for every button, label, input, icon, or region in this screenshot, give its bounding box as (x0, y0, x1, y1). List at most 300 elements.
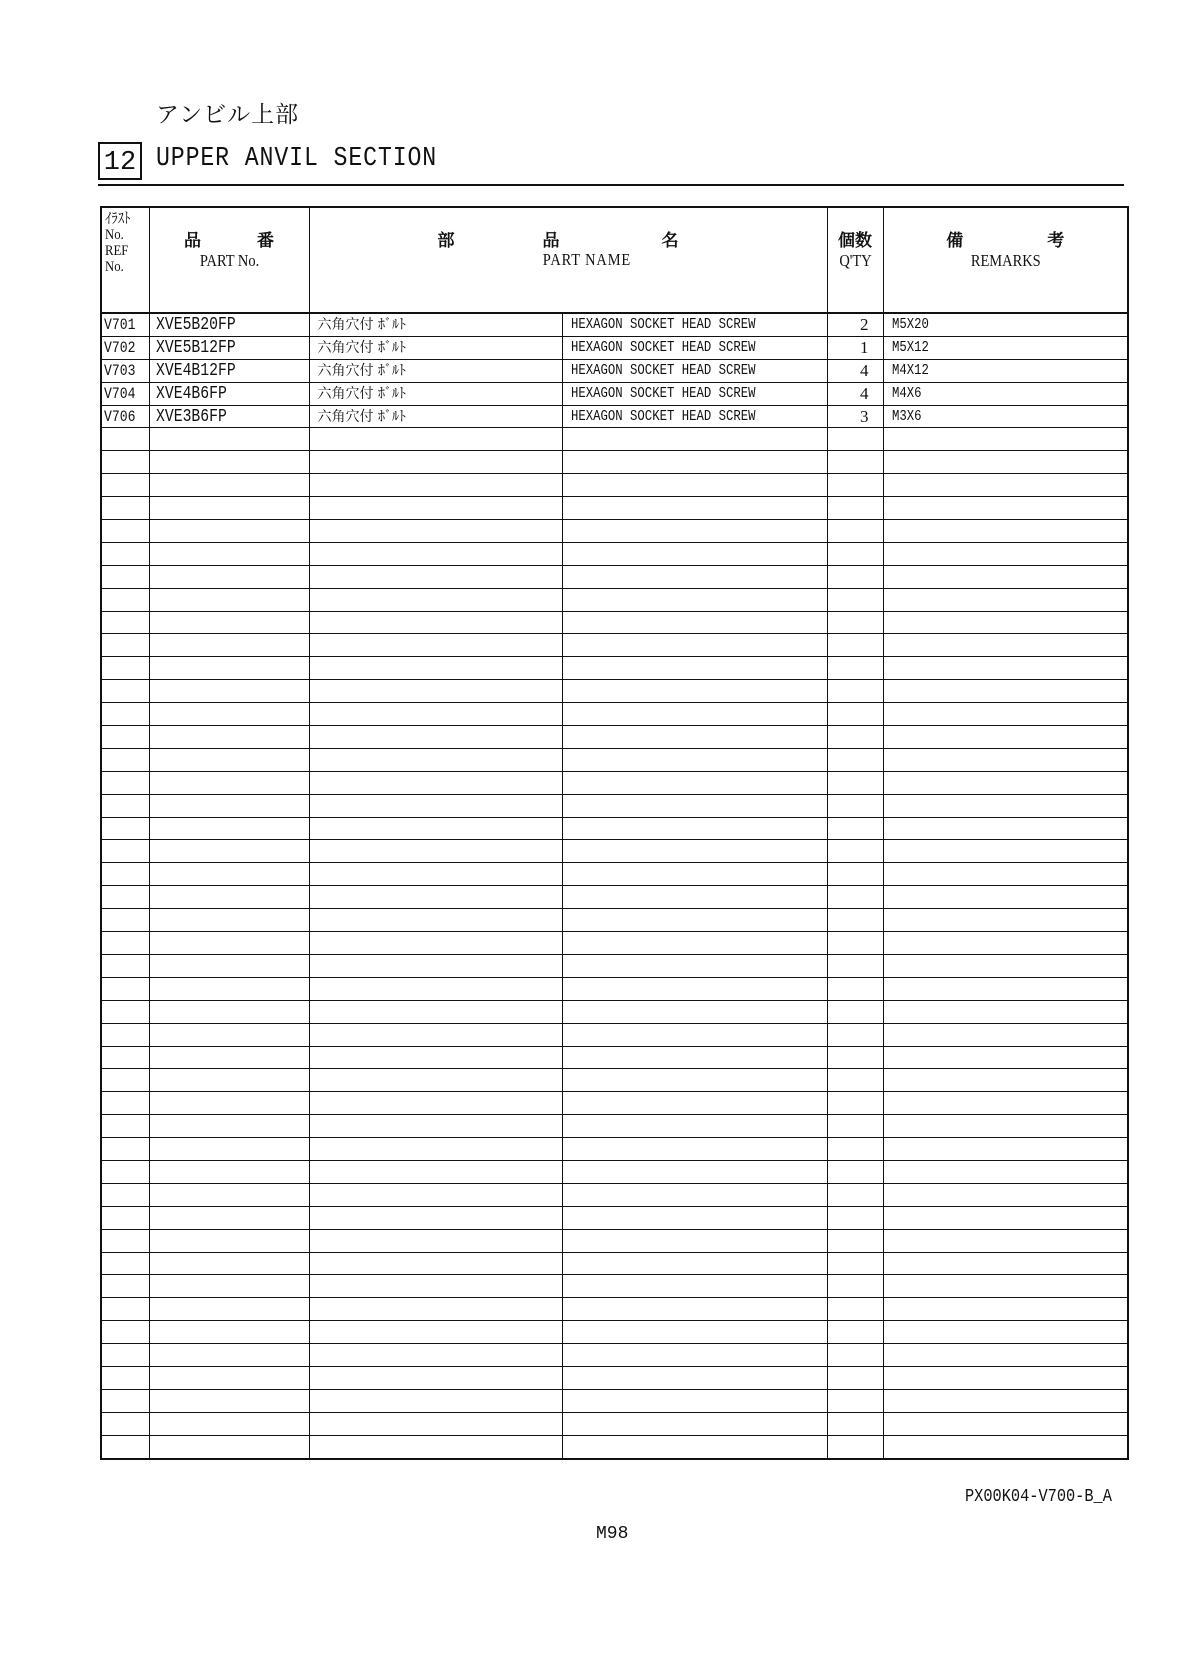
qty-cell (827, 932, 883, 955)
part-no-cell (149, 542, 309, 565)
qty-cell (827, 1389, 883, 1412)
remarks-cell (883, 1275, 1128, 1298)
remarks-cell (883, 1344, 1128, 1367)
remarks-cell (883, 313, 1128, 336)
qty-cell (827, 886, 883, 909)
empty-table-row (101, 1000, 1128, 1023)
part-no-cell-text: XVE5B12FP (155, 337, 236, 358)
part-no-cell (149, 1435, 309, 1458)
part-name-en-cell (562, 1366, 827, 1389)
empty-table-row (101, 1389, 1128, 1412)
part-name-jp-cell (309, 1092, 562, 1115)
qty-cell (827, 863, 883, 886)
part-name-jp-cell (309, 1160, 562, 1183)
remarks-cell (883, 1389, 1128, 1412)
empty-table-row (101, 1092, 1128, 1115)
part-name-jp-cell: 六角穴付 ﾎﾞﾙﾄ (309, 313, 562, 336)
empty-table-row (101, 771, 1128, 794)
part-name-jp-cell (309, 1298, 562, 1321)
part-name-jp-cell: 六角穴付 ﾎﾞﾙﾄ (309, 359, 562, 382)
empty-table-row (101, 1183, 1128, 1206)
empty-table-row (101, 451, 1128, 474)
part-name-en-cell (562, 520, 827, 543)
part-name-en-cell (562, 1160, 827, 1183)
part-no-cell-text: XVE4B6FP (155, 383, 227, 404)
qty-cell (827, 703, 883, 726)
part-name-jp-cell (309, 1183, 562, 1206)
remarks-cell (883, 1366, 1128, 1389)
part-no-cell-text: XVE5B20FP (155, 314, 236, 335)
qty-cell (827, 1023, 883, 1046)
qty-cell (827, 497, 883, 520)
part-no-cell (149, 1183, 309, 1206)
empty-table-row (101, 703, 1128, 726)
remarks-header-en: REMARKS (970, 251, 1041, 270)
qty-cell (827, 542, 883, 565)
part-name-en-cell-text: HEXAGON SOCKET HEAD SCREW (570, 315, 756, 333)
remarks-cell (883, 886, 1128, 909)
ref-cell-text: V703 (104, 361, 136, 380)
qty-cell (827, 1206, 883, 1229)
part-no-cell (149, 634, 309, 657)
qty-cell (827, 1275, 883, 1298)
ref-cell-text: V701 (104, 315, 136, 334)
qty-cell (827, 1160, 883, 1183)
part-no-cell (149, 520, 309, 543)
remarks-cell (883, 954, 1128, 977)
remarks-cell-text: M5X12 (891, 338, 929, 356)
remarks-cell (883, 1412, 1128, 1435)
part-name-en-cell (562, 542, 827, 565)
remarks-cell (883, 1069, 1128, 1092)
qty-cell (827, 588, 883, 611)
qty-header-jp: 個数 (838, 231, 872, 251)
table-header-row (101, 207, 1128, 313)
remarks-header-jp: 考 (1047, 231, 1065, 251)
part-no-cell (149, 359, 309, 382)
part-name-jp-cell (309, 977, 562, 1000)
remarks-cell (883, 1046, 1128, 1069)
part-no-cell (149, 565, 309, 588)
part-name-jp-cell (309, 1275, 562, 1298)
ref-cell (101, 451, 149, 474)
empty-table-row (101, 977, 1128, 1000)
section-number: 12 (98, 142, 142, 180)
table-row (101, 336, 1128, 359)
ref-cell-text: V702 (104, 338, 136, 357)
part-name-jp-cell (309, 680, 562, 703)
part-no-cell (149, 1252, 309, 1275)
ref-cell (101, 748, 149, 771)
remarks-cell (883, 474, 1128, 497)
part-name-jp-cell (309, 886, 562, 909)
qty-cell (827, 1183, 883, 1206)
part-name-column-header (309, 207, 827, 313)
part-no-cell (149, 588, 309, 611)
ref-cell (101, 1023, 149, 1046)
part-name-jp-cell (309, 1069, 562, 1092)
ref-cell (101, 611, 149, 634)
part-name-en-cell (562, 726, 827, 749)
remarks-cell (883, 1092, 1128, 1115)
part-name-en-cell (562, 565, 827, 588)
part-name-header-jp: 部 (437, 231, 455, 251)
remarks-cell (883, 588, 1128, 611)
part-name-en-cell (562, 748, 827, 771)
part-name-jp-cell (309, 1046, 562, 1069)
part-name-jp-cell (309, 611, 562, 634)
remarks-cell (883, 1160, 1128, 1183)
empty-table-row (101, 1321, 1128, 1344)
ref-cell (101, 932, 149, 955)
remarks-cell (883, 451, 1128, 474)
document-code: PX00K04-V700-B_A (965, 1487, 1112, 1507)
empty-table-row (101, 565, 1128, 588)
part-name-en-cell-text: HEXAGON SOCKET HEAD SCREW (570, 338, 756, 356)
part-name-en-cell (562, 1344, 827, 1367)
part-name-jp-cell (309, 1389, 562, 1412)
part-no-cell (149, 405, 309, 428)
part-name-jp-cell (309, 703, 562, 726)
qty-cell (827, 565, 883, 588)
qty-cell (827, 1046, 883, 1069)
empty-table-row (101, 1023, 1128, 1046)
qty-cell (827, 451, 883, 474)
ref-header-line: REF (105, 243, 129, 259)
part-no-cell (149, 794, 309, 817)
ref-cell (101, 1229, 149, 1252)
part-name-en-cell (562, 680, 827, 703)
ref-cell (101, 1321, 149, 1344)
qty-cell: 3 (827, 405, 883, 428)
part-no-cell (149, 1023, 309, 1046)
empty-table-row (101, 497, 1128, 520)
empty-table-row (101, 1412, 1128, 1435)
part-name-en-cell (562, 1092, 827, 1115)
part-name-jp-cell (309, 657, 562, 680)
qty-cell (827, 840, 883, 863)
part-name-jp-cell (309, 932, 562, 955)
part-no-column-header (149, 207, 309, 313)
part-name-jp-cell (309, 1366, 562, 1389)
qty-cell (827, 1366, 883, 1389)
qty-cell: 4 (827, 359, 883, 382)
part-name-en-cell (562, 451, 827, 474)
qty-cell (827, 1138, 883, 1161)
remarks-cell (883, 748, 1128, 771)
remarks-cell (883, 977, 1128, 1000)
empty-table-row (101, 909, 1128, 932)
part-no-cell (149, 977, 309, 1000)
remarks-cell (883, 1206, 1128, 1229)
qty-cell: 2 (827, 313, 883, 336)
part-name-en-cell (562, 1183, 827, 1206)
ref-header-line: No. (105, 259, 124, 275)
ref-cell (101, 1160, 149, 1183)
remarks-cell-text: M3X6 (891, 407, 922, 425)
ref-cell (101, 954, 149, 977)
empty-table-row (101, 680, 1128, 703)
part-name-en-cell (562, 1069, 827, 1092)
part-name-en-cell (562, 359, 827, 382)
part-name-jp-cell (309, 954, 562, 977)
qty-cell (827, 817, 883, 840)
qty-cell (827, 1344, 883, 1367)
ref-cell (101, 1344, 149, 1367)
remarks-cell (883, 1321, 1128, 1344)
ref-cell (101, 840, 149, 863)
ref-cell (101, 1183, 149, 1206)
remarks-cell (883, 863, 1128, 886)
part-name-en-cell (562, 1389, 827, 1412)
remarks-cell-text: M5X20 (891, 315, 929, 333)
part-no-header-en: PART No. (199, 251, 259, 270)
ref-column-header (101, 207, 149, 313)
part-name-jp-cell (309, 1000, 562, 1023)
empty-table-row (101, 1160, 1128, 1183)
part-no-cell (149, 1138, 309, 1161)
part-name-en-cell (562, 428, 827, 451)
ref-cell (101, 1298, 149, 1321)
part-no-cell (149, 313, 309, 336)
qty-cell (827, 1321, 883, 1344)
ref-cell (101, 909, 149, 932)
remarks-cell (883, 771, 1128, 794)
remarks-cell (883, 680, 1128, 703)
section-header (98, 140, 1124, 186)
empty-table-row (101, 1206, 1128, 1229)
remarks-cell (883, 542, 1128, 565)
part-name-en-cell (562, 634, 827, 657)
qty-cell (827, 748, 883, 771)
qty-cell (827, 680, 883, 703)
part-name-en-cell (562, 977, 827, 1000)
part-no-header-jp: 番 (257, 231, 274, 251)
part-name-jp-cell (309, 451, 562, 474)
remarks-cell-text: M4X6 (891, 384, 922, 402)
empty-table-row (101, 726, 1128, 749)
part-name-en-cell (562, 1138, 827, 1161)
part-name-jp-cell (309, 748, 562, 771)
remarks-cell (883, 520, 1128, 543)
part-name-jp-cell (309, 840, 562, 863)
part-name-en-cell (562, 1412, 827, 1435)
part-name-en-cell-text: HEXAGON SOCKET HEAD SCREW (570, 407, 756, 425)
remarks-cell (883, 1229, 1128, 1252)
remarks-cell (883, 1298, 1128, 1321)
ref-cell (101, 1435, 149, 1458)
part-name-en-cell (562, 1275, 827, 1298)
table-row (101, 359, 1128, 382)
qty-cell (827, 1229, 883, 1252)
empty-table-row (101, 657, 1128, 680)
table-body (101, 313, 1128, 1459)
qty-cell (827, 771, 883, 794)
table-row (101, 405, 1128, 428)
remarks-cell (883, 359, 1128, 382)
part-name-jp-cell (309, 909, 562, 932)
part-no-cell (149, 1321, 309, 1344)
part-name-jp-cell (309, 428, 562, 451)
part-name-en-cell (562, 336, 827, 359)
remarks-cell (883, 932, 1128, 955)
ref-cell (101, 634, 149, 657)
ref-cell-text: V706 (104, 407, 136, 426)
empty-table-row (101, 588, 1128, 611)
part-name-en-cell (562, 1435, 827, 1458)
part-name-en-cell (562, 954, 827, 977)
table-row (101, 313, 1128, 336)
ref-cell (101, 680, 149, 703)
part-no-cell (149, 474, 309, 497)
part-no-cell (149, 771, 309, 794)
part-no-cell (149, 657, 309, 680)
ref-cell (101, 565, 149, 588)
empty-table-row (101, 840, 1128, 863)
part-no-cell (149, 1366, 309, 1389)
part-name-jp-cell: 六角穴付 ﾎﾞﾙﾄ (309, 382, 562, 405)
remarks-cell (883, 1435, 1128, 1458)
part-name-en-cell (562, 840, 827, 863)
remarks-cell (883, 1138, 1128, 1161)
remarks-cell (883, 1000, 1128, 1023)
remarks-cell (883, 405, 1128, 428)
ref-cell (101, 542, 149, 565)
qty-cell (827, 1252, 883, 1275)
ref-cell (101, 726, 149, 749)
part-name-en-cell (562, 1046, 827, 1069)
part-name-en-cell (562, 611, 827, 634)
remarks-cell (883, 1252, 1128, 1275)
remarks-cell (883, 726, 1128, 749)
part-no-cell (149, 1092, 309, 1115)
part-no-cell (149, 382, 309, 405)
part-no-cell (149, 1389, 309, 1412)
qty-cell (827, 1412, 883, 1435)
empty-table-row (101, 1046, 1128, 1069)
remarks-cell (883, 657, 1128, 680)
ref-cell (101, 336, 149, 359)
part-no-cell-text: XVE3B6FP (155, 406, 227, 427)
part-name-jp-cell (309, 1023, 562, 1046)
ref-cell (101, 771, 149, 794)
qty-cell (827, 1435, 883, 1458)
empty-table-row (101, 520, 1128, 543)
ref-cell (101, 977, 149, 1000)
ref-cell (101, 428, 149, 451)
remarks-header-jp: 備 (946, 231, 964, 251)
empty-table-row (101, 428, 1128, 451)
part-name-en-cell (562, 497, 827, 520)
ref-cell (101, 1206, 149, 1229)
part-no-cell (149, 1046, 309, 1069)
remarks-cell (883, 703, 1128, 726)
empty-table-row (101, 954, 1128, 977)
part-name-en-cell (562, 1321, 827, 1344)
part-name-en-cell (562, 771, 827, 794)
qty-cell (827, 1115, 883, 1138)
part-name-jp-cell (309, 588, 562, 611)
part-no-cell (149, 451, 309, 474)
part-no-cell (149, 428, 309, 451)
empty-table-row (101, 748, 1128, 771)
qty-cell (827, 909, 883, 932)
part-name-en-cell (562, 932, 827, 955)
empty-table-row (101, 886, 1128, 909)
part-name-en-cell (562, 313, 827, 336)
ref-cell (101, 588, 149, 611)
empty-table-row (101, 932, 1128, 955)
part-name-header-jp: 名 (661, 231, 679, 251)
part-name-en-cell (562, 1000, 827, 1023)
part-no-cell (149, 1412, 309, 1435)
empty-table-row (101, 1298, 1128, 1321)
ref-cell (101, 1138, 149, 1161)
section-heading-japanese: アンビル上部 (156, 102, 300, 127)
qty-cell (827, 1092, 883, 1115)
qty-cell (827, 1298, 883, 1321)
empty-table-row (101, 1275, 1128, 1298)
part-no-cell (149, 1206, 309, 1229)
part-name-en-cell (562, 1229, 827, 1252)
ref-cell (101, 1115, 149, 1138)
ref-cell (101, 1412, 149, 1435)
qty-cell (827, 977, 883, 1000)
part-name-jp-cell: 六角穴付 ﾎﾞﾙﾄ (309, 405, 562, 428)
ref-cell (101, 497, 149, 520)
remarks-cell (883, 497, 1128, 520)
qty-column-header (827, 207, 883, 313)
part-name-en-cell (562, 863, 827, 886)
part-name-en-cell (562, 794, 827, 817)
part-name-en-cell (562, 474, 827, 497)
qty-cell (827, 520, 883, 543)
part-name-jp-cell (309, 726, 562, 749)
remarks-cell (883, 428, 1128, 451)
part-name-jp-cell (309, 1435, 562, 1458)
remarks-column-header (883, 207, 1128, 313)
ref-cell (101, 817, 149, 840)
part-no-cell (149, 680, 309, 703)
part-name-en-cell (562, 1252, 827, 1275)
qty-cell (827, 657, 883, 680)
part-name-en-cell (562, 817, 827, 840)
part-name-header-en: PART NAME (542, 250, 631, 269)
remarks-cell (883, 1023, 1128, 1046)
ref-cell (101, 520, 149, 543)
part-no-cell (149, 1000, 309, 1023)
ref-cell (101, 382, 149, 405)
part-name-jp-cell (309, 520, 562, 543)
empty-table-row (101, 1366, 1128, 1389)
part-name-en-cell (562, 1206, 827, 1229)
ref-cell (101, 1389, 149, 1412)
part-no-cell (149, 932, 309, 955)
part-name-jp-cell: 六角穴付 ﾎﾞﾙﾄ (309, 336, 562, 359)
part-no-cell (149, 1298, 309, 1321)
part-no-cell (149, 726, 309, 749)
ref-cell (101, 863, 149, 886)
part-name-jp-cell (309, 1115, 562, 1138)
empty-table-row (101, 1252, 1128, 1275)
part-no-cell (149, 336, 309, 359)
qty-cell (827, 474, 883, 497)
part-name-en-cell-text: HEXAGON SOCKET HEAD SCREW (570, 384, 756, 402)
part-name-en-cell (562, 1298, 827, 1321)
ref-cell (101, 1046, 149, 1069)
ref-cell (101, 359, 149, 382)
empty-table-row (101, 817, 1128, 840)
